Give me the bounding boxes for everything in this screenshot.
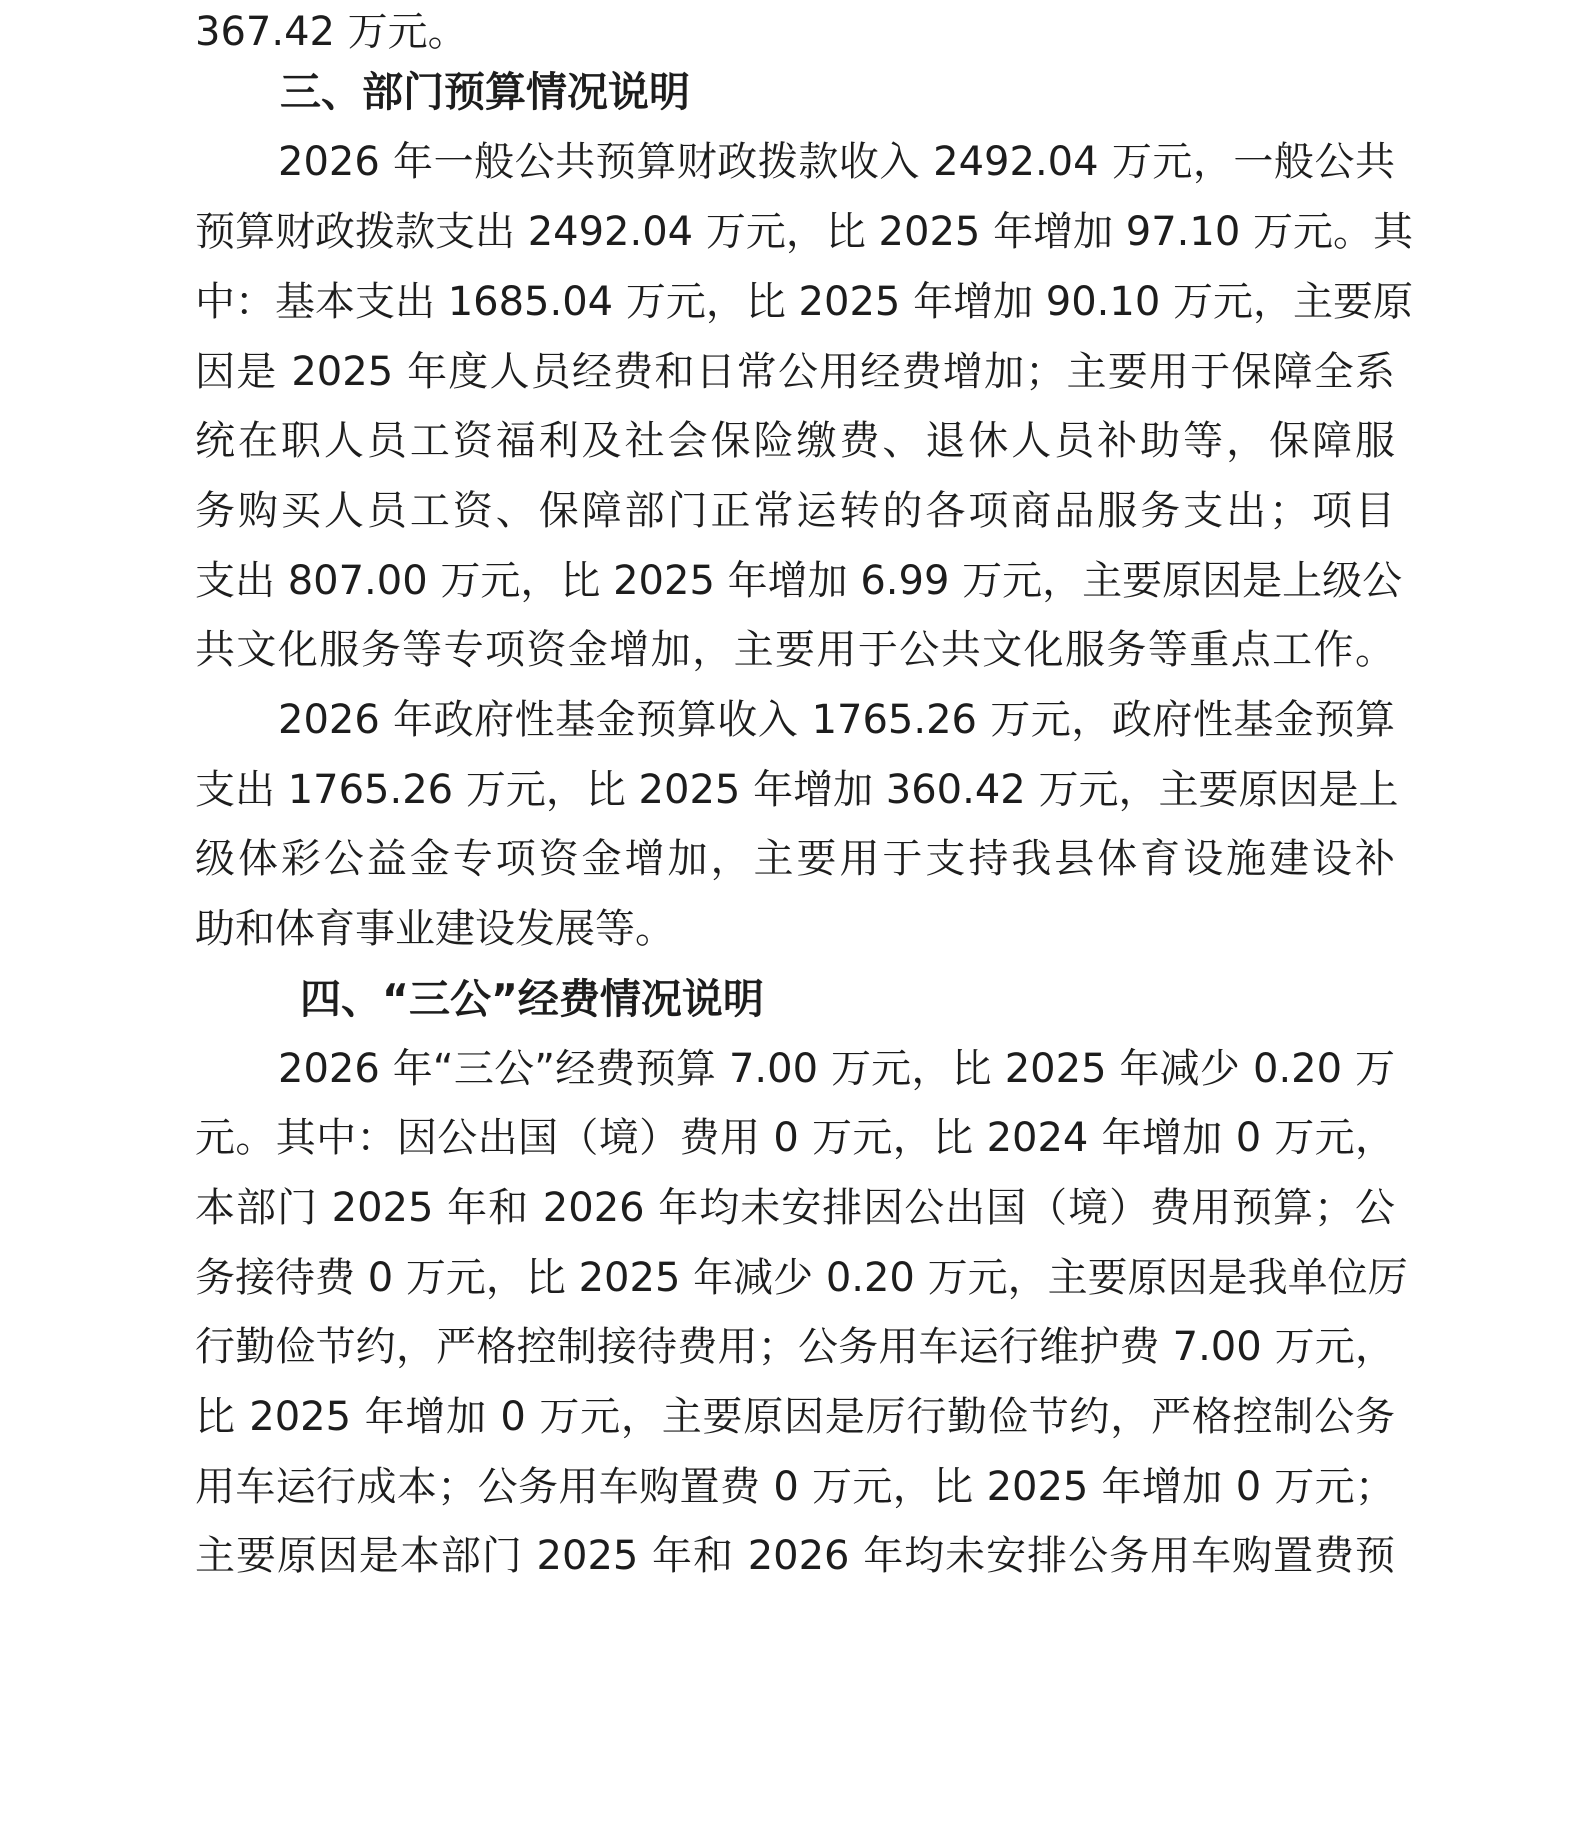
paragraph-line: 统在职人员工资福利及社会保险缴费、退休人员补助等，保障服 [195, 418, 1395, 464]
paragraph-line: 共文化服务等专项资金增加，主要用于公共文化服务等重点工作。 [195, 627, 1395, 673]
paragraph-line: 主要原因是本部门 2025 年和 2026 年均未安排公务用车购置费预 [195, 1533, 1395, 1579]
text-line-1: 367.42 万元。 [195, 9, 468, 55]
paragraph-line: 助和体育事业建设发展等。 [195, 906, 675, 952]
paragraph-line: 预算财政拨款支出 2492.04 万元，比 2025 年增加 97.10 万元。其 [195, 209, 1414, 255]
paragraph-line: 级体彩公益金专项资金增加，主要用于支持我县体育设施建设补 [195, 836, 1395, 882]
paragraph-line: 2026 年“三公”经费预算 7.00 万元，比 2025 年减少 0.20 万 [278, 1046, 1395, 1092]
paragraph-line: 因是 2025 年度人员经费和日常公用经费增加；主要用于保障全系 [195, 349, 1395, 395]
paragraph-line: 支出 1765.26 万元，比 2025 年增加 360.42 万元，主要原因是上 [195, 767, 1399, 813]
paragraph-line: 2026 年政府性基金预算收入 1765.26 万元，政府性基金预算 [278, 697, 1395, 743]
paragraph-line: 支出 807.00 万元，比 2025 年增加 6.99 万元，主要原因是上级公 [195, 558, 1403, 604]
paragraph-line: 务购买人员工资、保障部门正常运转的各项商品服务支出；项目 [195, 488, 1395, 534]
section-heading-three-public: 四、“三公”经费情况说明 [300, 975, 764, 1023]
paragraph-line: 本部门 2025 年和 2026 年均未安排因公出国（境）费用预算；公 [195, 1185, 1395, 1231]
paragraph-line: 2026 年一般公共预算财政拨款收入 2492.04 万元，一般公共 [278, 139, 1395, 185]
paragraph-line: 中：基本支出 1685.04 万元，比 2025 年增加 90.10 万元，主要原 [195, 279, 1414, 325]
paragraph-line: 用车运行成本；公务用车购置费 0 万元，比 2025 年增加 0 万元； [195, 1464, 1395, 1510]
paragraph-line: 行勤俭节约，严格控制接待费用；公务用车运行维护费 7.00 万元， [195, 1324, 1395, 1370]
paragraph-line: 元。其中：因公出国（境）费用 0 万元，比 2024 年增加 0 万元， [195, 1115, 1395, 1161]
section-heading-budget: 三、部门预算情况说明 [280, 68, 690, 116]
paragraph-line: 务接待费 0 万元，比 2025 年减少 0.20 万元，主要原因是我单位厉 [195, 1255, 1408, 1301]
paragraph-line: 比 2025 年增加 0 万元，主要原因是厉行勤俭节约，严格控制公务 [195, 1394, 1395, 1440]
